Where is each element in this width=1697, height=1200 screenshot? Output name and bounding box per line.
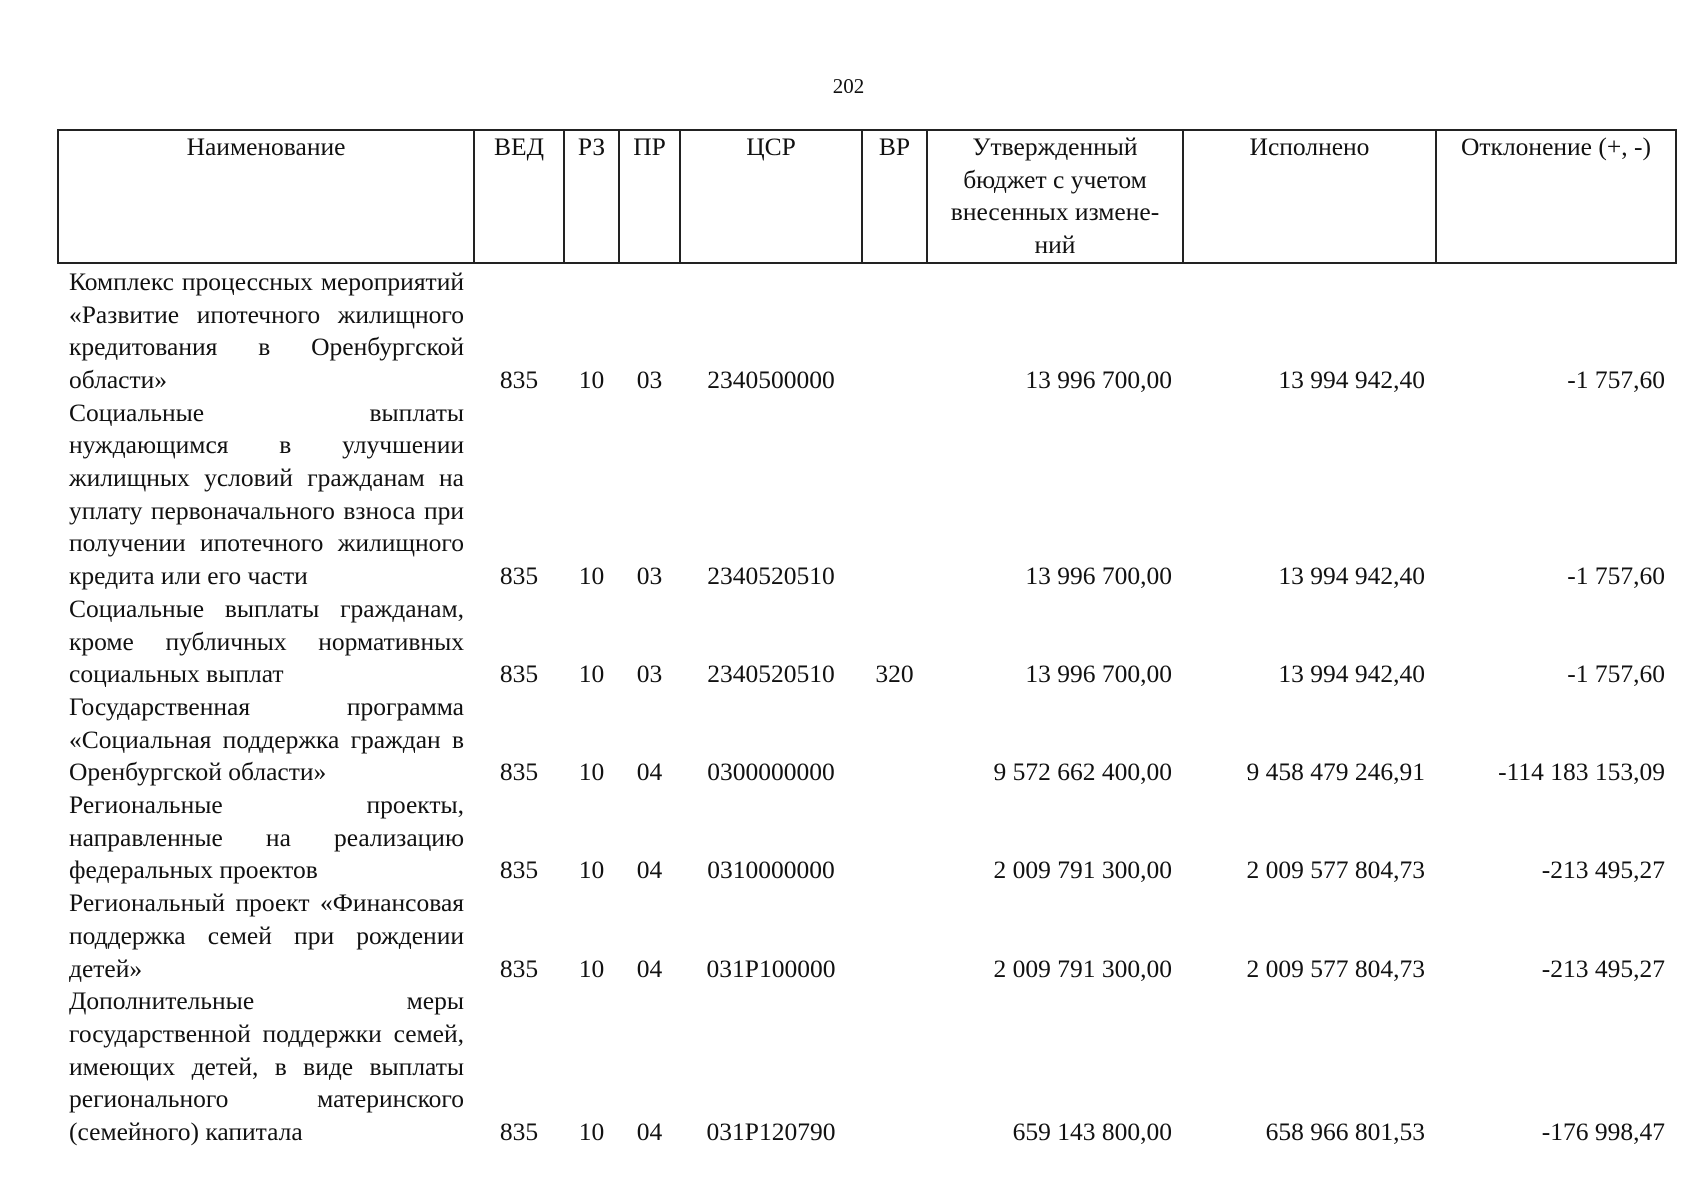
- row-approved: 9 572 662 400,00: [993, 757, 1172, 787]
- row-executed: 2 009 577 804,73: [1246, 953, 1425, 983]
- row-vr: [862, 691, 927, 789]
- row-pr: 03: [636, 364, 663, 394]
- budget-table-container: [57, 129, 1675, 1149]
- header-name: Наименование: [58, 130, 474, 263]
- row-executed: 13 994 942,40: [1278, 561, 1425, 591]
- row-executed: 2 009 577 804,73: [1246, 855, 1425, 885]
- header-approved-budget: Утвержденный бюджет с учетом внесенных измене-ний: [927, 130, 1183, 263]
- table-row: [58, 593, 1676, 691]
- row-csr: 2340520510: [707, 561, 835, 591]
- row-vr: [862, 397, 927, 593]
- row-approved: 2 009 791 300,00: [993, 855, 1172, 885]
- row-name: Государственная программа «Социальная поддержка граждан в Оренбургской области»: [69, 691, 464, 787]
- table-row: [58, 691, 1676, 789]
- row-ved: 835: [499, 953, 539, 983]
- row-rz: 10: [578, 364, 605, 394]
- row-deviation: -1 757,60: [1567, 364, 1665, 394]
- row-name: Региональный проект «Финансовая поддержка семей при рождении детей»: [69, 888, 464, 983]
- row-csr: 2340500000: [707, 364, 835, 394]
- row-name: Региональные проекты, направленные на реализацию федеральных проектов: [69, 790, 464, 885]
- row-rz: 10: [578, 1117, 605, 1147]
- header-vr: ВР: [862, 130, 927, 263]
- header-rz: РЗ: [564, 130, 619, 263]
- row-approved: 13 996 700,00: [1025, 561, 1172, 591]
- row-deviation: -213 495,27: [1541, 855, 1665, 885]
- row-deviation: -1 757,60: [1567, 659, 1665, 689]
- header-ved: ВЕД: [474, 130, 564, 263]
- row-name: Дополнительные меры государственной поддержки семей, имеющих детей, в виде выплаты регионального материнского (семейного) капитала: [69, 986, 464, 1147]
- row-ved: 835: [499, 757, 539, 787]
- row-name: Социальные выплаты гражданам, кроме публичных нормативных социальных выплат: [69, 593, 464, 689]
- row-deviation: -213 495,27: [1541, 953, 1665, 983]
- row-rz: 10: [578, 757, 605, 787]
- row-vr: 320: [875, 659, 914, 689]
- row-rz: 10: [578, 659, 605, 689]
- header-deviation: Отклонение (+, -): [1436, 130, 1676, 263]
- page-number: 202: [832, 74, 865, 98]
- row-vr: [862, 263, 927, 397]
- row-pr: 04: [636, 1117, 663, 1147]
- row-vr: [862, 887, 927, 985]
- table-row: [58, 985, 1676, 1149]
- row-csr: 2340520510: [707, 659, 835, 689]
- row-deviation: -114 183 153,09: [1498, 757, 1665, 787]
- row-deviation: -176 998,47: [1541, 1117, 1665, 1147]
- header-executed: Исполнено: [1183, 130, 1436, 263]
- row-approved: 13 996 700,00: [1025, 659, 1172, 689]
- row-csr: 0300000000: [707, 757, 835, 787]
- table-body: [58, 263, 1676, 1149]
- budget-execution-table: [57, 129, 1677, 1149]
- row-executed: 9 458 479 246,91: [1246, 757, 1425, 787]
- row-ved: 835: [499, 561, 539, 591]
- table-row: [58, 397, 1676, 593]
- row-csr: 0310000000: [707, 855, 835, 885]
- row-vr: [862, 789, 927, 887]
- row-pr: 04: [636, 757, 663, 787]
- table-header: [58, 130, 1676, 263]
- row-ved: 835: [499, 659, 539, 689]
- header-csr: ЦСР: [680, 130, 862, 263]
- row-rz: 10: [578, 953, 605, 983]
- row-rz: 10: [578, 855, 605, 885]
- row-ved: 835: [499, 855, 539, 885]
- table-row: [58, 789, 1676, 887]
- row-executed: 13 994 942,40: [1278, 364, 1425, 394]
- row-ved: 835: [499, 1117, 539, 1147]
- row-pr: 03: [636, 659, 663, 689]
- row-executed: 658 966 801,53: [1265, 1117, 1425, 1147]
- table-row: [58, 887, 1676, 985]
- row-pr: 04: [636, 953, 663, 983]
- row-approved: 13 996 700,00: [1025, 364, 1172, 394]
- row-approved: 659 143 800,00: [1012, 1117, 1172, 1147]
- row-pr: 03: [636, 561, 663, 591]
- row-csr: 031Р120790: [706, 1117, 836, 1147]
- row-name: Комплекс процессных мероприятий «Развитие ипотечного жилищного кредитования в Оренбургской области»: [69, 266, 464, 394]
- table-row: [58, 263, 1676, 397]
- header-row: [58, 130, 1676, 263]
- row-vr: [862, 985, 927, 1149]
- row-pr: 04: [636, 855, 663, 885]
- row-executed: 13 994 942,40: [1278, 659, 1425, 689]
- row-csr: 031Р100000: [706, 953, 836, 983]
- row-name: Социальные выплаты нуждающимся в улучшении жилищных условий гражданам на уплату первоначального взноса при получении ипотечного жилищного кредита или его части: [69, 397, 464, 591]
- row-rz: 10: [578, 561, 605, 591]
- row-deviation: -1 757,60: [1567, 561, 1665, 591]
- header-pr: ПР: [619, 130, 680, 263]
- row-ved: 835: [499, 364, 539, 394]
- row-approved: 2 009 791 300,00: [993, 953, 1172, 983]
